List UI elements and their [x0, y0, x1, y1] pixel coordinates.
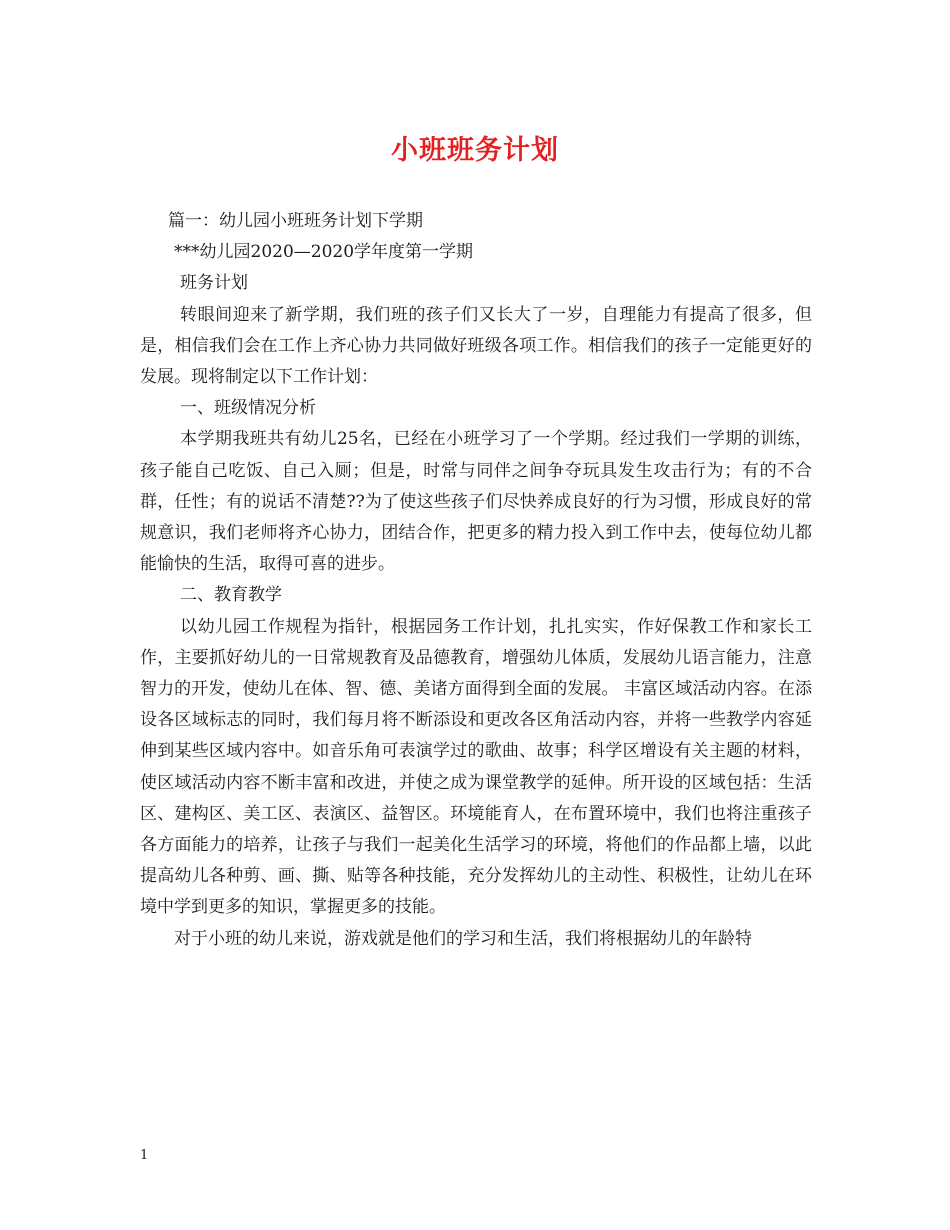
document-title: 小班班务计划	[391, 135, 559, 166]
section-heading-class-analysis: 一、班级情况分析	[180, 398, 316, 419]
document-body	[140, 206, 812, 955]
paragraph-teaching: 以幼儿园工作规程为指针，根据园务工作计划，扎扎实实，作好保教工作和家长工作，主要抓好幼儿的一日常规教育及品德教育，增强幼儿体质，发展幼儿语言能力，注意智力的开发，使幼儿在体、智、德、美诸方面得到全面的发展。 丰富区域活动内容。在添设各区域标志的同时，我们每月将不断添设和更改各区角活动内容，并将一些教学内容延伸到某些区域内容中。如音乐角可表演学过的歌曲、故事；科学区增设有关主题的材料，使区域活动内容不断丰富和改进，并使之成为课堂教学的延伸。所开设的区域包括：生活区、建构区、美工区、表演区、益智区。环境能育人，在布置环境中，我们也将注重孩子各方面能力的培养，让孩子与我们一起美化生活学习的环境，将他们的作品都上墙，以此提高幼儿各种剪、画、撕、贴等各种技能，充分发挥幼儿的主动性、积极性，让幼儿在环境中学到更多的知识，掌握更多的技能。	[140, 616, 812, 918]
paragraph-plan-heading: 班务计划	[180, 273, 248, 294]
section-heading-teaching: 二、教育教学	[180, 585, 282, 606]
paragraph-subtitle: 篇一：幼儿园小班班务计划下学期	[168, 211, 423, 231]
paragraph-class-analysis: 本学期我班共有幼儿25名，已经在小班学习了一个学期。经过我们一学期的训练，孩子能自己吃饭、自己入厕；但是，时常与同伴之间争夺玩具发生攻击行为；有的不合群，任性；有的说话不清楚??为了使这些孩子们尽快养成良好的行为习惯，形成良好的常规意识，我们老师将齐心协力，团结合作，把更多的精力投入到工作中去，使每位幼儿都能愉快的生活，取得可喜的进步。	[140, 429, 812, 575]
paragraph-school-term: ***幼儿园2020—2020学年度第一学期	[174, 242, 474, 263]
paragraph-intro: 转眼间迎来了新学期，我们班的孩子们又长大了一岁，自理能力有提高了很多，但是，相信我们会在工作上齐心协力共同做好班级各项工作。相信我们的孩子一定能更好的发展。现将制定以下工作计划：	[140, 304, 812, 388]
page-number: 1	[140, 1148, 149, 1163]
paragraph-games: 对于小班的幼儿来说，游戏就是他们的学习和生活，我们将根据幼儿的年龄特	[174, 928, 752, 949]
